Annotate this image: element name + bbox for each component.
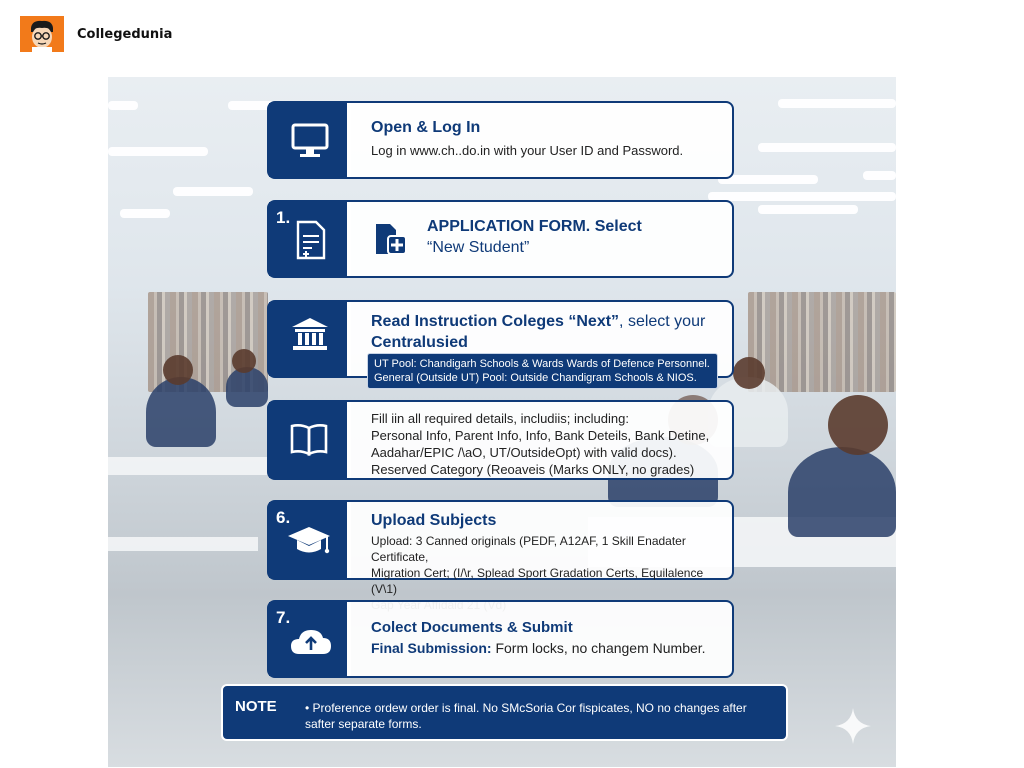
step-body [371, 510, 722, 613]
pool-info-box [367, 353, 718, 389]
step-number: 6. [276, 508, 291, 527]
monitor-icon [291, 123, 329, 164]
final-submission-text: Form locks, no changem Number. [491, 640, 706, 656]
step-sidebar [269, 302, 350, 376]
step-title: Upload Subjects [371, 512, 497, 529]
step-card-login [267, 101, 734, 179]
step-desc-line: Fill iin all required details, includiis; including: [371, 411, 629, 426]
pool-line-ut: UT Pool: Chandigarh Schools & Wards Wards of Defence Personnel. [374, 358, 710, 370]
graduation-cap-icon [286, 524, 332, 563]
infographic [108, 77, 896, 767]
step-sidebar [269, 202, 350, 276]
step-body [371, 117, 722, 159]
step-title: Colect Documents & Submit [371, 619, 573, 636]
step-title: APPLICATION FORM. Select [427, 218, 642, 235]
step-title: Open & Log In [371, 119, 481, 136]
brand-logo[interactable] [20, 16, 64, 52]
step-sidebar [269, 602, 350, 676]
note-label: NOTE [235, 698, 277, 715]
step-desc-line: Reserved Category (Reoaveis (Marks ONLY, no grades) [371, 462, 695, 477]
sparkle-icon [833, 706, 873, 746]
step-desc-line: Migration Cert; (I/\r, Splead Sport Gradation Certs, Equilalence (V\1) [371, 566, 704, 596]
note-box [221, 684, 788, 741]
step-desc-line: Upload: 3 Canned originals (PEDF, A12AF, 1 Skill Enadater Certificate, [371, 534, 686, 564]
step-desc-line: Personal Info, Parent Info, Info, Bank Deteils, Bank Detine, [371, 428, 710, 443]
step-body [427, 216, 722, 258]
step-body [371, 410, 722, 478]
step-card-details [267, 400, 734, 480]
step-desc: “New Student” [427, 239, 530, 256]
step-card-application [267, 200, 734, 278]
step-title-main: Read Instruction Coleges “Next” [371, 313, 620, 330]
step-card-upload [267, 500, 734, 596]
step-card-submit [267, 600, 734, 678]
step-desc: Log in www.ch..do.in with your User ID and Password. [371, 143, 684, 158]
final-submission-label: Final Submission: [371, 640, 492, 656]
brand-header [20, 16, 172, 52]
note-text: • Proference ordew order is final. No SMcSoria Cor fispicates, NO no changes after safter separate forms. [305, 701, 747, 731]
step-title-rest: , select your [619, 313, 706, 330]
step-sidebar [269, 103, 350, 177]
step-body [371, 311, 722, 353]
step-desc: Centralusied [371, 334, 468, 351]
step-body [371, 617, 722, 658]
step-sidebar [269, 402, 350, 478]
step-number: 7. [276, 608, 291, 627]
cloud-upload-icon [289, 626, 333, 661]
brand-name[interactable]: Collegedunia [77, 26, 173, 42]
step-sidebar [269, 502, 350, 578]
step-desc [371, 638, 722, 658]
step-title [371, 311, 722, 332]
step-number: 1. [276, 208, 291, 227]
step-desc-line: Aadahar/EPIC /\aO, UT/OutsideOpt) with valid docs). [371, 445, 677, 460]
file-plus-icon [372, 220, 408, 263]
institution-icon [290, 316, 330, 357]
book-icon [289, 422, 329, 461]
document-icon [295, 220, 327, 265]
pool-line-general: General (Outside UT) Pool: Outside Chandigram Schools & NIOS. [374, 372, 697, 384]
